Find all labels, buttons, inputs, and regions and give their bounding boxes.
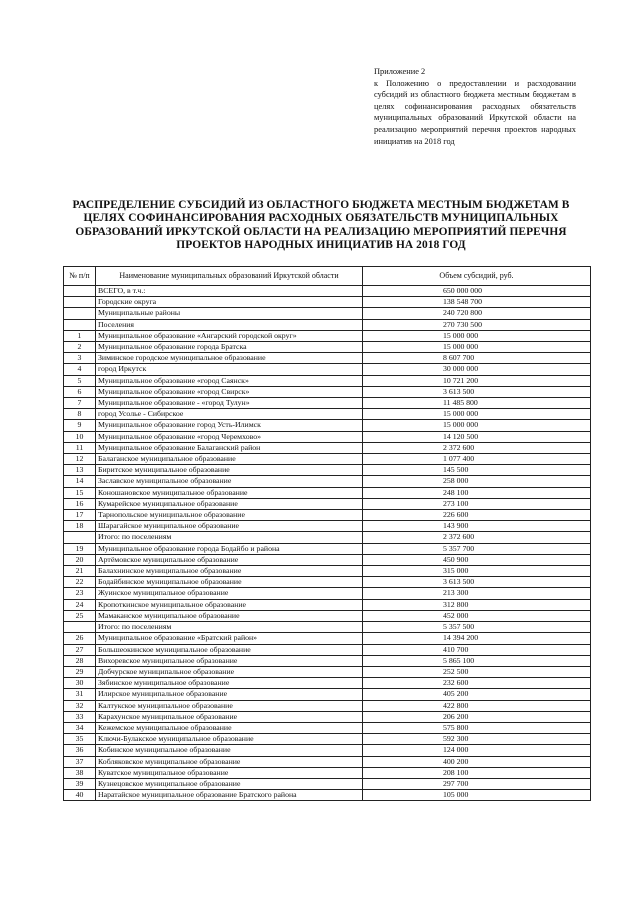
row-number: 19 — [64, 543, 96, 554]
row-amount: 213 300 — [443, 588, 469, 598]
table-row — [64, 734, 591, 745]
row-number — [64, 297, 96, 308]
row-amount-cell — [363, 689, 591, 700]
row-number: 10 — [64, 431, 96, 442]
row-number: 39 — [64, 778, 96, 789]
row-amount-cell — [363, 543, 591, 554]
row-municipality: Шарагайское муниципальное образование — [96, 521, 363, 532]
row-number: 3 — [64, 353, 96, 364]
row-amount: 258 000 — [443, 476, 469, 486]
row-municipality: Вихоревское муниципальное образование — [96, 655, 363, 666]
row-amount-cell — [363, 521, 591, 532]
row-amount: 8 607 700 — [443, 353, 475, 363]
row-amount: 422 800 — [443, 700, 469, 710]
row-amount: 5 357 500 — [443, 622, 475, 632]
table-row — [64, 476, 591, 487]
row-amount: 240 720 800 — [443, 308, 482, 318]
row-number — [64, 308, 96, 319]
row-amount: 226 600 — [443, 510, 469, 520]
table-row — [64, 420, 591, 431]
row-amount-cell — [363, 734, 591, 745]
row-municipality: Балахнинское муниципальное образование — [96, 566, 363, 577]
table-row — [64, 521, 591, 532]
row-municipality: Наратайское муниципальное образование Братского района — [96, 790, 363, 801]
table-row — [64, 666, 591, 677]
row-municipality: Муниципальное образование «Братский район» — [96, 633, 363, 644]
row-municipality: Добчурское муниципальное образование — [96, 666, 363, 677]
row-amount: 400 200 — [443, 756, 469, 766]
row-amount-cell — [363, 510, 591, 521]
row-number: 18 — [64, 521, 96, 532]
row-amount-cell — [363, 655, 591, 666]
row-amount-cell — [363, 588, 591, 599]
table-row — [64, 353, 591, 364]
row-amount: 592 300 — [443, 734, 469, 744]
row-municipality: Кропоткинское муниципальное образование — [96, 599, 363, 610]
table-row — [64, 386, 591, 397]
table-row — [64, 577, 591, 588]
row-amount-cell — [363, 711, 591, 722]
table-row — [64, 599, 591, 610]
table-row — [64, 398, 591, 409]
row-number: 16 — [64, 498, 96, 509]
row-municipality: Муниципальное образование города Бодайбо и района — [96, 543, 363, 554]
row-amount: 452 000 — [443, 610, 469, 620]
table-row — [64, 678, 591, 689]
row-amount-cell — [363, 442, 591, 453]
row-municipality: Балаганское муниципальное образование — [96, 454, 363, 465]
table-row — [64, 342, 591, 353]
table-row — [64, 498, 591, 509]
row-number: 20 — [64, 554, 96, 565]
table-body — [64, 286, 591, 801]
row-municipality: Жуинское муниципальное образование — [96, 588, 363, 599]
table-header-row — [64, 267, 591, 286]
table-row — [64, 543, 591, 554]
row-amount-cell — [363, 330, 591, 341]
row-amount-cell — [363, 386, 591, 397]
table-row — [64, 532, 591, 543]
row-municipality: Муниципальное образование города Братска — [96, 342, 363, 353]
row-amount: 232 600 — [443, 678, 469, 688]
row-number: 36 — [64, 745, 96, 756]
row-amount: 650 000 000 — [443, 286, 482, 295]
table-row — [64, 633, 591, 644]
row-amount-cell — [363, 756, 591, 767]
row-amount-cell — [363, 666, 591, 677]
row-municipality: Городские округа — [96, 297, 363, 308]
table-row — [64, 442, 591, 453]
row-number: 5 — [64, 375, 96, 386]
table-row — [64, 644, 591, 655]
row-municipality: Муниципальное образование «город Черемхово» — [96, 431, 363, 442]
row-amount-cell — [363, 286, 591, 297]
row-amount-cell — [363, 431, 591, 442]
row-amount: 270 730 500 — [443, 319, 482, 329]
row-municipality: Кумарейское муниципальное образование — [96, 498, 363, 509]
table-row — [64, 610, 591, 621]
row-number: 7 — [64, 398, 96, 409]
row-number — [64, 319, 96, 330]
header-amount: Объем субсидий, руб. — [363, 267, 591, 286]
row-amount: 14 394 200 — [443, 633, 479, 643]
row-municipality: Кобинское муниципальное образование — [96, 745, 363, 756]
table-row — [64, 700, 591, 711]
row-municipality: Заславское муниципальное образование — [96, 476, 363, 487]
row-amount-cell — [363, 722, 591, 733]
table-row — [64, 689, 591, 700]
row-municipality: Кобляковское муниципальное образование — [96, 756, 363, 767]
row-amount: 145 500 — [443, 465, 469, 475]
row-number: 12 — [64, 454, 96, 465]
row-municipality: Зябинское муниципальное образование — [96, 678, 363, 689]
row-amount-cell — [363, 364, 591, 375]
row-amount-cell — [363, 644, 591, 655]
row-number: 17 — [64, 510, 96, 521]
row-amount-cell — [363, 554, 591, 565]
row-amount: 143 900 — [443, 521, 469, 531]
row-amount-cell — [363, 678, 591, 689]
row-number: 15 — [64, 487, 96, 498]
row-amount-cell — [363, 487, 591, 498]
row-amount-cell — [363, 767, 591, 778]
row-number: 4 — [64, 364, 96, 375]
row-amount-cell — [363, 622, 591, 633]
table-row — [64, 487, 591, 498]
row-number: 6 — [64, 386, 96, 397]
row-amount-cell — [363, 297, 591, 308]
row-amount-cell — [363, 398, 591, 409]
row-amount-cell — [363, 308, 591, 319]
row-municipality: Муниципальное образование «город Саянск» — [96, 375, 363, 386]
row-number: 11 — [64, 442, 96, 453]
table-row — [64, 375, 591, 386]
row-number: 2 — [64, 342, 96, 353]
row-amount-cell — [363, 633, 591, 644]
row-amount: 312 800 — [443, 599, 469, 609]
row-municipality: Калтукское муниципальное образование — [96, 700, 363, 711]
row-municipality: Илирское муниципальное образование — [96, 689, 363, 700]
row-amount: 15 000 000 — [443, 342, 479, 352]
row-amount: 124 000 — [443, 745, 469, 755]
row-municipality: Куватское муниципальное образование — [96, 767, 363, 778]
row-amount: 273 100 — [443, 498, 469, 508]
row-amount-cell — [363, 498, 591, 509]
row-number: 8 — [64, 409, 96, 420]
row-municipality: Карахунское муниципальное образование — [96, 711, 363, 722]
row-amount: 252 500 — [443, 666, 469, 676]
row-number: 32 — [64, 700, 96, 711]
appendix-title: Приложение 2 — [374, 67, 426, 76]
row-amount-cell — [363, 319, 591, 330]
row-municipality: Кежемское муниципальное образование — [96, 722, 363, 733]
row-amount: 15 000 000 — [443, 409, 479, 419]
row-municipality: Биритское муниципальное образование — [96, 465, 363, 476]
row-amount: 2 372 600 — [443, 532, 475, 542]
row-municipality: Муниципальное образование Балаганский район — [96, 442, 363, 453]
row-amount: 315 000 — [443, 566, 469, 576]
table-row — [64, 454, 591, 465]
row-municipality: Муниципальное образование - «город Тулун» — [96, 398, 363, 409]
row-amount: 5 357 700 — [443, 543, 475, 553]
row-municipality: Артёмовское муниципальное образование — [96, 554, 363, 565]
appendix-text: к Положению о предоставлении и расходовании субсидий из областного бюджета местным бюджетам в целях софинансирования расходных обязательств муниципальных образований Иркутской области на реализацию мероприятий перечня проектов народных инициатив на 2018 год — [374, 78, 576, 146]
row-number — [64, 622, 96, 633]
row-amount-cell — [363, 375, 591, 386]
table-row — [64, 319, 591, 330]
row-amount: 30 000 000 — [443, 364, 479, 374]
row-municipality: Коношановское муниципальное образование — [96, 487, 363, 498]
table-row — [64, 722, 591, 733]
row-amount-cell — [363, 420, 591, 431]
row-amount: 297 700 — [443, 778, 469, 788]
row-municipality: Большеокинское муниципальное образование — [96, 644, 363, 655]
document-title: РАСПРЕДЕЛЕНИЕ СУБСИДИЙ ИЗ ОБЛАСТНОГО БЮДЖЕТА МЕСТНЫМ БЮДЖЕТАМ В ЦЕЛЯХ СОФИНАНСИРОВАНИЯ РАСХОДНЫХ ОБЯЗАТЕЛЬСТВ МУНИЦИПАЛЬНЫХ ОБРАЗОВАНИЙ ИРКУТСКОЙ ОБЛАСТИ НА РЕАЛИЗАЦИЮ МЕРОПРИЯТИЙ ПЕРЕЧНЯ ПРОЕКТОВ НАРОДНЫХ ИНИЦИАТИВ НА 2018 ГОД — [72, 199, 570, 251]
header-municipality: Наименование муниципальных образований Иркутской области — [96, 267, 363, 286]
table-row — [64, 588, 591, 599]
row-amount-cell — [363, 790, 591, 801]
row-number: 14 — [64, 476, 96, 487]
table-row — [64, 510, 591, 521]
row-municipality: Муниципальные районы — [96, 308, 363, 319]
row-amount-cell — [363, 476, 591, 487]
row-amount: 3 613 500 — [443, 577, 475, 587]
row-number: 28 — [64, 655, 96, 666]
row-amount-cell — [363, 778, 591, 789]
row-municipality: Бодайбинское муниципальное образование — [96, 577, 363, 588]
row-number: 34 — [64, 722, 96, 733]
row-number: 37 — [64, 756, 96, 767]
row-municipality: Зиминское городское муниципальное образование — [96, 353, 363, 364]
row-number: 31 — [64, 689, 96, 700]
row-municipality: Ключи-Булакское муниципальное образование — [96, 734, 363, 745]
table-row — [64, 655, 591, 666]
row-municipality: Муниципальное образование «город Свирск» — [96, 386, 363, 397]
row-amount: 105 000 — [443, 790, 469, 800]
row-number: 21 — [64, 566, 96, 577]
row-amount: 575 800 — [443, 722, 469, 732]
row-amount: 10 721 200 — [443, 375, 479, 385]
row-municipality: Кузнецовское муниципальное образование — [96, 778, 363, 789]
table-row — [64, 566, 591, 577]
table-row — [64, 297, 591, 308]
row-municipality: город Иркутск — [96, 364, 363, 375]
table-row — [64, 745, 591, 756]
row-municipality: Муниципальное образование город Усть-Илимск — [96, 420, 363, 431]
row-municipality: Поселения — [96, 319, 363, 330]
row-number: 30 — [64, 678, 96, 689]
subsidy-table — [63, 266, 591, 801]
table-row — [64, 364, 591, 375]
table-row — [64, 711, 591, 722]
row-amount-cell — [363, 599, 591, 610]
table-row — [64, 778, 591, 789]
row-municipality: Мамаканское муниципальное образование — [96, 610, 363, 621]
row-amount: 5 865 100 — [443, 655, 475, 665]
row-number: 26 — [64, 633, 96, 644]
row-municipality: город Усолье - Сибирское — [96, 409, 363, 420]
table-row — [64, 790, 591, 801]
row-amount-cell — [363, 745, 591, 756]
row-amount-cell — [363, 566, 591, 577]
row-amount: 410 700 — [443, 644, 469, 654]
row-amount-cell — [363, 342, 591, 353]
row-number: 33 — [64, 711, 96, 722]
row-number — [64, 532, 96, 543]
row-number: 13 — [64, 465, 96, 476]
row-number: 35 — [64, 734, 96, 745]
row-number: 9 — [64, 420, 96, 431]
table-row — [64, 431, 591, 442]
row-amount-cell — [363, 454, 591, 465]
row-amount: 208 100 — [443, 767, 469, 777]
row-number — [64, 286, 96, 297]
table-row — [64, 308, 591, 319]
table-row — [64, 622, 591, 633]
table-row — [64, 756, 591, 767]
row-amount: 2 372 600 — [443, 442, 475, 452]
row-amount-cell — [363, 610, 591, 621]
table-row — [64, 465, 591, 476]
row-municipality: ВСЕГО, в т.ч.: — [96, 286, 363, 297]
row-amount: 3 613 500 — [443, 386, 475, 396]
row-amount-cell — [363, 532, 591, 543]
row-number: 29 — [64, 666, 96, 677]
row-number: 22 — [64, 577, 96, 588]
row-municipality: Муниципальное образование «Ангарский городской округ» — [96, 330, 363, 341]
row-amount: 206 200 — [443, 711, 469, 721]
row-amount: 15 000 000 — [443, 330, 479, 340]
row-municipality: Итого: по поселениям — [96, 622, 363, 633]
table-row — [64, 330, 591, 341]
header-number: № п/п — [64, 267, 96, 286]
row-amount: 138 548 700 — [443, 297, 482, 307]
row-amount-cell — [363, 700, 591, 711]
row-amount: 450 900 — [443, 554, 469, 564]
row-number: 25 — [64, 610, 96, 621]
row-amount: 248 100 — [443, 487, 469, 497]
row-amount-cell — [363, 409, 591, 420]
table-row — [64, 409, 591, 420]
row-amount: 11 485 800 — [443, 398, 478, 408]
table-row — [64, 767, 591, 778]
appendix-block — [374, 66, 576, 147]
table-row — [64, 554, 591, 565]
row-amount: 14 120 500 — [443, 431, 479, 441]
row-amount: 405 200 — [443, 689, 469, 699]
row-amount-cell — [363, 577, 591, 588]
row-amount: 1 077 400 — [443, 454, 475, 464]
row-municipality: Итого: по поселениям — [96, 532, 363, 543]
table-row — [64, 286, 591, 297]
row-number: 38 — [64, 767, 96, 778]
row-amount-cell — [363, 465, 591, 476]
row-amount: 15 000 000 — [443, 420, 479, 430]
row-number: 24 — [64, 599, 96, 610]
row-number: 40 — [64, 790, 96, 801]
row-municipality: Тарнопольское муниципальное образование — [96, 510, 363, 521]
row-amount-cell — [363, 353, 591, 364]
row-number: 1 — [64, 330, 96, 341]
row-number: 23 — [64, 588, 96, 599]
row-number: 27 — [64, 644, 96, 655]
